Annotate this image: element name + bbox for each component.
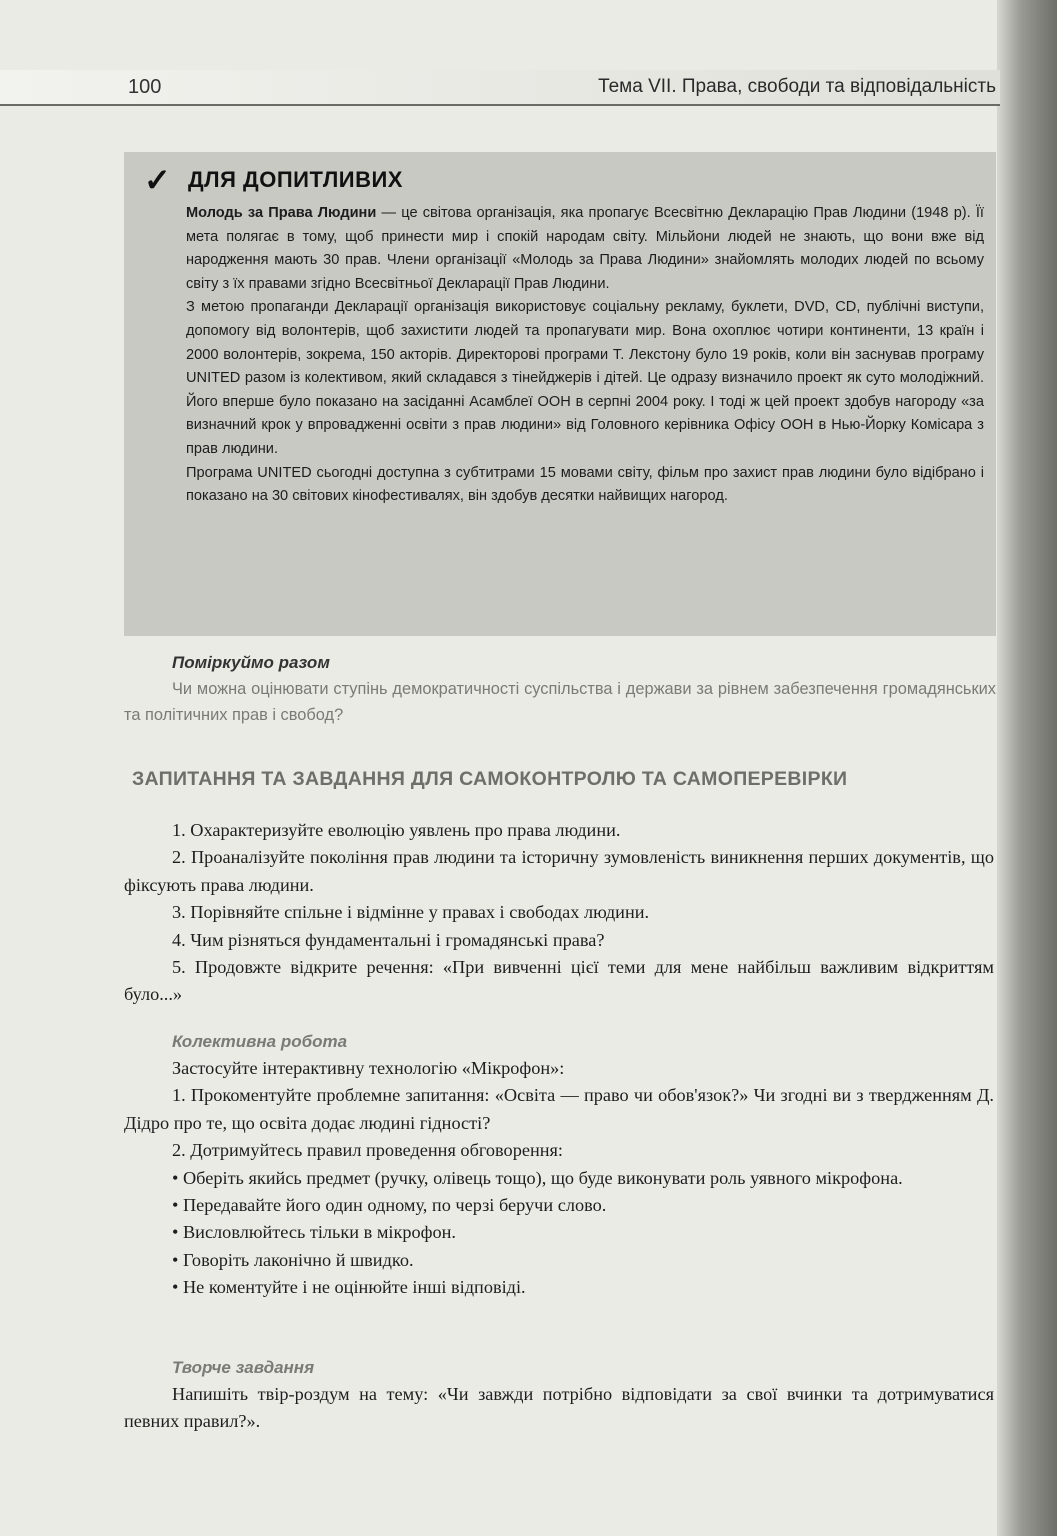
box-paragraph-1 <box>186 202 984 296</box>
creative-task-text: Напишіть твір-роздум на тему: «Чи завжди потрібно відповідати за свої вчинки та дотримуватися певних правил?». <box>124 1384 994 1432</box>
box-title: ДЛЯ ДОПИТЛИВИХ <box>188 167 403 192</box>
think-together-question: Чи можна оцінювати ступінь демократичності суспільства і держави за рівнем забезпечення громадянських та політичних прав і свобод? <box>124 680 996 724</box>
collective-work-intro: Застосуйте інтерактивну технологію «Мікрофон»: <box>172 1058 565 1078</box>
question-item: 3. Порівняйте спільне і відмінне у правах і свободах людини. <box>172 902 650 923</box>
question-item: 2. Проаналізуйте покоління прав людини та історичну зумовленість виникнення перших документів, що фіксують права людини. <box>124 847 994 895</box>
box-paragraph-1-text: — це світова організація, яка пропагує Всесвітню Декларацію Прав Людини (1948 р). Її мета полягає в тому, щоб принести мир і спокій народам світу. Мільйони людей не знають, що вони вже від народження мають 30 прав. Члени організації «Молодь за Права Людини» знайомлять молодих людей по всьому світу з їх правами згідно Всесвітньої Декларації Прав Людини. <box>186 205 984 292</box>
box-paragraph-3: Програма UNITED сьогодні доступна з субтитрами 15 мовами світу, фільм про захист прав людини було відібрано і показано на 30 світових кінофестивалях, він здобув десятки найвищих нагород. <box>186 464 984 505</box>
collective-work-item-2: 2. Дотримуйтесь правил проведення обговорення: <box>172 1140 564 1161</box>
page-edge-shadow <box>997 0 1057 1536</box>
question-item: 5. Продовжте відкрите речення: «При вивченні цієї теми для мене найбільш важливим відкриттям було...» <box>124 957 994 1005</box>
page-header <box>0 70 1000 106</box>
question-item: 1. Охарактеризуйте еволюцію уявлень про права людини. <box>172 820 621 840</box>
think-together-title: Поміркуймо разом <box>172 653 330 672</box>
collective-work-item-1: 1. Прокоментуйте проблемне запитання: «Освіта — право чи обов'язок?» Чи згодні ви з твердженням Д. Дідро про те, що освіта додає людині гідності? <box>124 1085 994 1133</box>
collective-work-title: Колективна робота <box>172 1032 348 1051</box>
creative-task-title: Творче завдання <box>172 1358 315 1377</box>
collective-work-section <box>124 1028 994 1302</box>
rule-bullet: • Говоріть лаконічно й швидко. <box>172 1249 414 1270</box>
questions-list <box>124 817 994 1009</box>
rule-bullet: • Передавайте його один одному, по черзі беручи слово. <box>172 1195 607 1216</box>
box-paragraph-2: З метою пропаганди Декларації організація використовує соціальну рекламу, буклети, DVD, CD, публічні виступи, допомогу від волонтерів, щоб захистити людей та пропагувати мир. Вона охоплює чотири континенти, 13 країн і 2000 волонтерів, зокрема, 150 акторів. Директорові програми Т. Лекстону було 19 років, коли він заснував програму UNITED разом із колективом, який складався з тінейджерів і дітей. Це одразу визначило проект як суто молодіжний. Його вперше було показано на засіданні Асамблеї ООН в серпні 2004 року. І тоді ж цей проект здобув нагороду «за визначний крок у впровадженні освіти з прав людини» від Головного керівника Офісу ООН в Нью-Йорку Комісара з прав людини. <box>186 299 984 457</box>
rule-bullet: • Не коментуйте і не оцінюйте інші відповіді. <box>172 1277 526 1298</box>
rule-bullet: • Оберіть якийсь предмет (ручку, олівець тощо), що буде виконувати роль уявного мікрофона. <box>172 1167 903 1188</box>
creative-task-section <box>124 1354 994 1436</box>
for-the-curious-box <box>124 152 996 636</box>
organization-name: Молодь за Права Людини <box>186 205 377 221</box>
check-icon: ✓ <box>144 162 171 198</box>
box-body <box>186 202 984 509</box>
questions-heading: ЗАПИТАННЯ ТА ЗАВДАННЯ ДЛЯ САМОКОНТРОЛЮ ТА САМОПЕРЕВІРКИ <box>132 768 848 790</box>
question-item: 4. Чим різняться фундаментальні і громадянські права? <box>172 929 605 950</box>
page-number: 100 <box>128 76 162 98</box>
running-title: Тема VII. Права, свободи та відповідальність <box>598 76 996 97</box>
think-together-section <box>124 650 996 728</box>
rule-bullet: • Висловлюйтесь тільки в мікрофон. <box>172 1222 456 1243</box>
